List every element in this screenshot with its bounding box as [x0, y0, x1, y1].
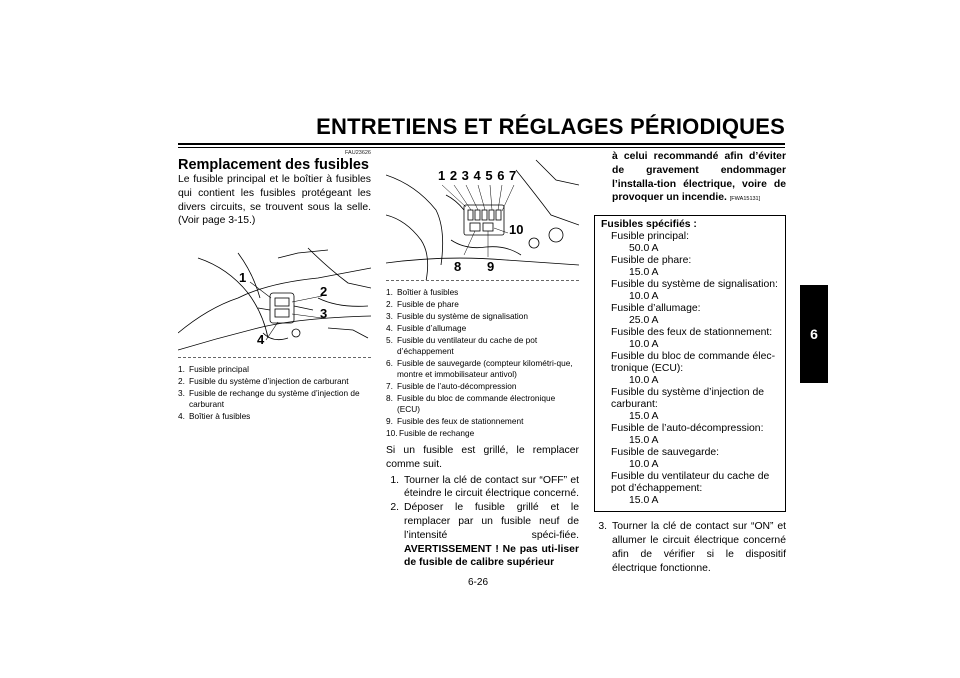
caption-item: 4. Boîtier à fusibles	[178, 411, 251, 422]
section-heading: Remplacement des fusibles	[178, 157, 369, 173]
caption-item: 9. Fusible des feux de stationnement	[386, 416, 524, 426]
caption-item: 2. Fusible de phare	[386, 299, 459, 309]
callout-1: 1	[239, 270, 247, 286]
fuse-spec-box	[594, 215, 786, 512]
column-1	[178, 150, 371, 423]
warning-text: AVERTISSEMENT ! Ne pas uti-liser de fusible de calibre supérieur	[404, 543, 579, 569]
motorcycle-fuse-illustration	[178, 238, 371, 358]
caption-item: 3. Fusible du système de signalisation	[386, 311, 528, 321]
caption-item: 4. Fusible d’allumage	[386, 323, 467, 333]
intro-paragraph: Le fusible principal et le boîtier à fusibles qui contient les fusibles protégeant les divers circuits, se trouvent sous la selle. (Voir page 3-15.)	[178, 174, 371, 227]
caption-item: 1. Fusible principal	[178, 364, 249, 375]
spec-item: Fusible du système d’injection de carburant: 15.0 A	[611, 387, 765, 423]
callout-1-7: 1 2 3 4 5 6 7	[438, 168, 517, 183]
procedure-steps-cont	[594, 520, 786, 575]
warning-continuation: à celui recommandé afin d’éviter de gravement endommager l’installa-tion électrique, voire de provoquer un incendie. [FWA15131]	[612, 151, 786, 204]
callout-10: 10	[509, 222, 524, 237]
procedure-steps	[386, 474, 579, 571]
figure-caption	[178, 364, 371, 422]
callout-9: 9	[487, 259, 495, 274]
callout-4: 4	[257, 332, 265, 348]
header-rule	[178, 143, 785, 145]
caption-item: 10. Fusible de rechange	[386, 428, 475, 438]
callout-8: 8	[454, 259, 462, 274]
procedure-intro: Si un fusible est grillé, le remplacer comme suit.	[386, 445, 579, 470]
caption-item: 2. Fusible du système d’injection de carburant	[178, 376, 349, 387]
caption-item: 6. Fusible de sauvegarde (compteur kilométri-que, montre et immobilisateur antivol)	[386, 358, 573, 379]
chapter-tab: 6	[800, 285, 828, 383]
spec-item: Fusible du bloc de commande élec-tronique (ECU): 10.0 A	[611, 351, 776, 387]
callout-2: 2	[320, 284, 328, 300]
spec-item: Fusible du système de signalisation: 10.0 A	[611, 279, 778, 303]
header-rule-thin	[178, 147, 785, 148]
spec-item: Fusible de l’auto-décompression: 15.0 A	[611, 423, 764, 447]
spec-item: Fusible de phare: 15.0 A	[611, 255, 692, 279]
warning-code: [FWA15131]	[729, 196, 761, 203]
spec-item: Fusible de sauvegarde: 10.0 A	[611, 447, 720, 471]
spec-item: Fusible principal: 50.0 A	[611, 231, 689, 255]
page-number: 6-26	[468, 577, 489, 588]
caption-item: 7. Fusible de l’auto-décompression	[386, 381, 517, 391]
spec-item: Fusible du ventilateur du cache de pot d’échappement: 15.0 A	[611, 471, 770, 507]
figure-main-fuse	[178, 238, 371, 358]
step-2: 2. Déposer le fusible grillé et le remplacer par un fusible neuf de l’intensité spéci-fiée. AVERTISSEMENT ! Ne pas uti-liser de fusible de calibre supérieur	[390, 502, 579, 569]
figure-fuse-box	[386, 155, 579, 281]
callout-3: 3	[320, 306, 328, 322]
spec-title: Fusibles spécifiés :	[601, 219, 697, 231]
step-1: 1. Tourner la clé de contact sur “OFF” et éteindre le circuit électrique concerné.	[390, 474, 580, 500]
column-3	[594, 150, 786, 575]
caption-item: 1. Boîtier à fusibles	[386, 287, 459, 297]
spec-item: Fusible des feux de stationnement: 10.0 A	[611, 327, 773, 351]
figure-caption	[386, 287, 579, 439]
page-header	[178, 114, 785, 154]
section-code: FAU23626	[345, 150, 371, 156]
step-3: 3. Tourner la clé de contact sur “ON” et allumer le circuit électrique concerné afin de vérifier si le dispositif électrique fonctionne.	[598, 521, 786, 574]
caption-item: 8. Fusible du bloc de commande électronique (ECU)	[386, 393, 556, 414]
caption-item: 3. Fusible de rechange du système d’injection de carburant	[178, 388, 360, 410]
page-title: ENTRETIENS ET RÉGLAGES PÉRIODIQUES	[316, 114, 785, 139]
spec-item: Fusible d’allumage: 25.0 A	[611, 303, 701, 327]
column-2	[386, 150, 579, 570]
caption-item: 5. Fusible du ventilateur du cache de pot d’échappement	[386, 335, 538, 356]
